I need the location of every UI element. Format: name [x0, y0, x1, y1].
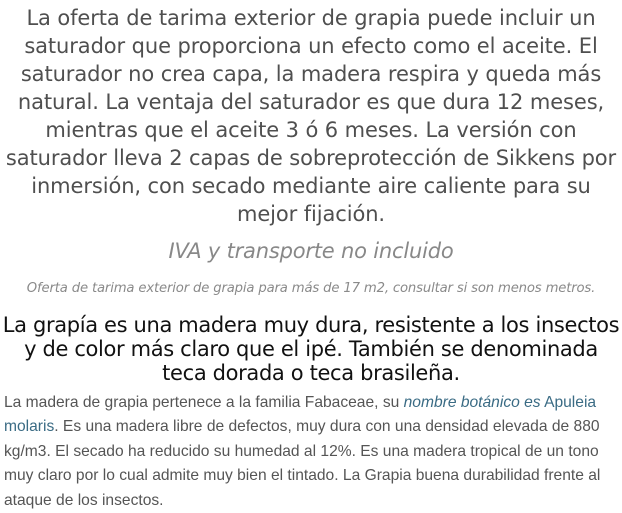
vat-transport-note: IVA y transporte no incluido [168, 239, 454, 263]
description-text-end: . Es una madera libre de defectos, muy dura con una densidad elevada de 880 kg/m3. El secado ha reducido su humedad al 12%. Es una madera tropical de un tono muy claro por lo cual admite muy bien el tintado. La Grapia buena durabilidad frente al ataque de los insectos. [4, 418, 601, 509]
botanical-name-link-label: nombre botánico es [403, 394, 541, 411]
section-heading: La grapía es una madera muy dura, resistente a los insectos y de color más claro que el ipé. También se denominada teca dorada o teca brasileña. [2, 313, 620, 385]
botanical-name-link-name: Apuleia molaris [4, 394, 597, 436]
intro-paragraph: La oferta de tarima exterior de grapia puede incluir un saturador que proporciona un efecto como el aceite. El saturador no crea capa, la madera respira y queda más natural. La ventaja del saturador es que dura 12 meses, mientras que el aceite 3 ó 6 meses. La versión con saturador lleva 2 capas de sobreprotección de Sikkens por inmersión, con secado mediante aire caliente para su mejor fijación. [5, 6, 617, 226]
description-paragraph [4, 391, 618, 513]
offer-minimum-note: Oferta de tarima exterior de grapia para más de 17 m2, consultar si son menos metros. [26, 281, 596, 296]
description-text-start: La madera de grapia pertenece a la familia Fabaceae, su [4, 394, 404, 411]
